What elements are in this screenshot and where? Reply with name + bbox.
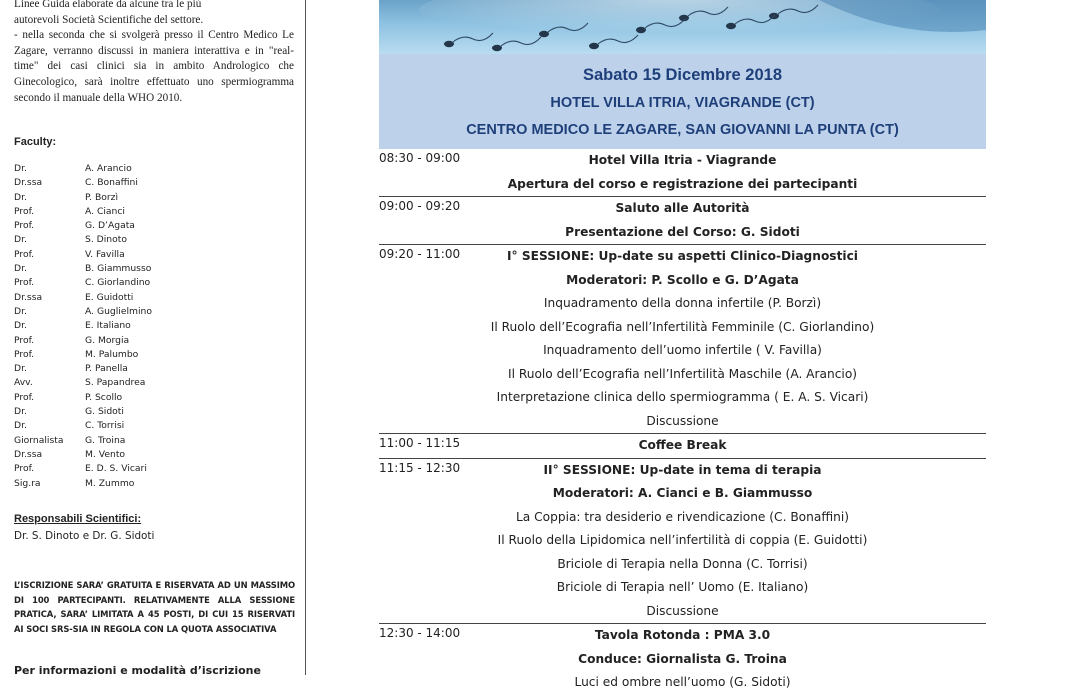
faculty-member [14,348,264,362]
faculty-member [14,176,264,190]
faculty-member-name: S. Papandrea [85,377,146,389]
intro-paragraph: - nella seconda che si svolgerà presso il Centro Medico Le Zagare, verranno discussi in maniera interattiva e in "real-time" dei casi clinici sia in ambito Andrologico che Ginecologico, sarà inoltre effettuato uno spermiogramma secondo il manuale della WHO 2010. [14,29,294,104]
event-venue-1: HOTEL VILLA ITRIA, VIAGRANDE (CT) [550,95,815,111]
faculty-member-name: M. Vento [85,448,126,460]
faculty-member [14,419,264,433]
faculty-member [14,262,264,276]
faculty-member [14,305,264,319]
faculty-member-name: E. Italiano [85,320,131,332]
faculty-member [14,334,264,348]
faculty-member-title: Prof. [14,391,35,403]
faculty-member-name: P. Panella [85,363,128,375]
event-header [379,54,986,149]
slot-time: 08:30 - 09:00 [379,151,461,165]
faculty-member-title: Prof. [14,220,35,232]
program-slot [379,458,986,624]
program-heading: Coffee Break [638,438,727,452]
faculty-member [14,248,264,262]
faculty-member-name: C. Giorlandino [85,277,151,289]
program-schedule [379,149,986,695]
faculty-member-title: Dr. [14,320,27,332]
faculty-member-name: E. Guidotti [85,291,134,303]
faculty-member-name: G. Troina [85,434,126,446]
faculty-member [14,191,264,205]
program-heading: Conduce: Giornalista G. Troina [578,651,787,666]
faculty-member-title: Prof. [14,248,35,260]
program-talk: Interpretazione clinica dello spermiogramma ( E. A. S. Vicari) [496,390,869,404]
faculty-member [14,376,264,390]
program-talk: Il Ruolo dell’Ecografia nell’Infertilità Femminile (C. Giorlandino) [490,319,875,334]
faculty-member [14,276,264,290]
intro-line-1: Linee Guida elaborate da alcune tra le più [14,0,202,10]
faculty-member [14,434,264,448]
faculty-member-title: Dr.ssa [14,448,43,460]
program-slot [379,196,986,244]
program-heading: Apertura del corso e registrazione dei partecipanti [507,176,858,191]
faculty-member-name: A. Arancio [85,163,132,174]
program-heading: I° SESSIONE: Up-date su aspetti Clinico-Diagnostici [507,249,858,263]
program-talk: La Coppia: tra desiderio e rivendicazione (C. Bonaffini) [516,509,849,524]
event-venue-2: CENTRO MEDICO LE ZAGARE, SAN GIOVANNI LA PUNTA (CT) [466,122,899,138]
program-heading: Moderatori: A. Cianci e B. Giammusso [552,486,813,500]
faculty-member-name: M. Palumbo [85,348,139,360]
faculty-member-name: G. Morgia [85,334,130,346]
faculty-member-title: Prof. [14,205,35,217]
faculty-member [14,448,264,462]
program-heading: Moderatori: P. Scollo e G. D’Agata [566,272,799,287]
program-talk: Il Ruolo della Lipidomica nell’infertilità di coppia (E. Guidotti) [497,533,868,547]
left-column [0,0,306,675]
faculty-member-title: Prof. [14,334,35,346]
faculty-member-name: B. Giammusso [85,263,152,275]
slot-time: 11:15 - 12:30 [379,460,461,475]
faculty-member [14,362,264,376]
program-slot [379,149,986,196]
faculty-title: Faculty: [14,136,57,148]
faculty-member-name: P. Borzì [85,191,119,203]
banner-image [379,0,986,54]
faculty-member-title: Dr. [14,305,27,317]
program-heading: Tavola Rotonda : PMA 3.0 [594,628,771,642]
faculty-member [14,219,264,233]
faculty-member [14,233,264,247]
faculty-member-name: A. Guglielmino [85,305,152,317]
faculty-member [14,462,264,476]
intro-text [14,0,294,106]
slot-time: 09:00 - 09:20 [379,199,461,213]
faculty-member [14,162,264,176]
slot-time: 12:30 - 14:00 [379,626,461,640]
program-slot [379,244,986,433]
faculty-member-title: Giornalista [14,434,64,446]
faculty-member-name: V. Favilla [85,248,125,260]
faculty-member-title: Dr. [14,163,27,174]
faculty-member-title: Dr.ssa [14,177,43,189]
program-heading: Saluto alle Autorità [615,201,750,215]
responsabili-title: Responsabili Scientifici: [14,513,142,525]
program-slot [379,623,986,695]
faculty-member-name: E. D. S. Vicari [85,463,147,475]
faculty-list [14,162,264,491]
faculty-member-title: Sig.ra [14,477,41,489]
program-talk: Luci ed ombre nell’uomo (G. Sidoti) [574,675,791,689]
faculty-member-title: Dr. [14,406,27,418]
faculty-member-name: S. Dinoto [85,234,127,246]
faculty-member-title: Prof. [14,348,35,360]
faculty-member-title: Dr. [14,234,27,246]
program-heading: Hotel Villa Itria - Viagrande [588,153,777,167]
faculty-member-name: M. Zummo [85,477,135,489]
faculty-member-name: C. Bonaffini [85,177,138,189]
faculty-member [14,405,264,419]
program-heading: II° SESSIONE: Up-date in tema di terapia [543,462,822,477]
faculty-member-title: Dr.ssa [14,291,43,303]
faculty-member-name: G. D’Agata [85,220,135,232]
faculty-member [14,205,264,219]
program-heading: Presentazione del Corso: G. Sidoti [565,224,800,239]
faculty-member [14,477,264,491]
faculty-member-title: Prof. [14,463,35,475]
event-date: Sabato 15 Dicembre 2018 [582,66,783,84]
faculty-member-name: A. Cianci [85,205,125,217]
faculty-member [14,391,264,405]
program-talk: Inquadramento della donna infertile (P. Borzì) [543,296,822,310]
faculty-member-title: Dr. [14,420,27,432]
faculty-member-title: Dr. [14,191,27,203]
program-talk: Discussione [646,603,719,618]
faculty-member-title: Avv. [14,377,33,389]
slot-time: 09:20 - 11:00 [379,247,461,261]
slot-time: 11:00 - 11:15 [379,436,461,450]
info-heading: Per informazioni e modalità d’iscrizione [14,664,261,675]
faculty-member-title: Prof. [14,277,35,289]
program-talk: Briciole di Terapia nell’ Uomo (E. Italiano) [556,580,809,594]
sperm-illustration [379,0,986,54]
faculty-member [14,291,264,305]
faculty-member-name: G. Sidoti [85,406,124,418]
program-talk: Briciole di Terapia nella Donna (C. Torrisi) [557,556,808,571]
program-slot [379,433,986,458]
iscrizione-notice: L’ISCRIZIONE SARA’ GRATUITA E RISERVATA AD UN MASSIMO DI 100 PARTECIPANTI. RELATIVAMENTE ALLA SESSIONE PRATICA, SARA’ LIMITATA A 45 POSTI, DI CUI 15 RISERVATI AI SOCI SRS-SIA IN REGOLA CON LA QUOTA ASSOCIATIVA [14,580,295,634]
faculty-member-title: Dr. [14,263,27,275]
responsabili-names: Dr. S. Dinoto e Dr. G. Sidoti [14,530,155,542]
program-talk: Il Ruolo dell’Ecografia nell’Infertilità Maschile (A. Arancio) [507,366,858,381]
program-talk: Discussione [646,413,719,428]
faculty-member [14,319,264,333]
faculty-member-name: P. Scollo [85,391,123,403]
faculty-member-name: C. Torrisi [85,420,125,432]
intro-line-2: autorevoli Società Scientifiche del settore. [14,13,204,26]
faculty-member-title: Dr. [14,363,27,375]
program-talk: Inquadramento dell’uomo infertile ( V. Favilla) [543,343,822,357]
